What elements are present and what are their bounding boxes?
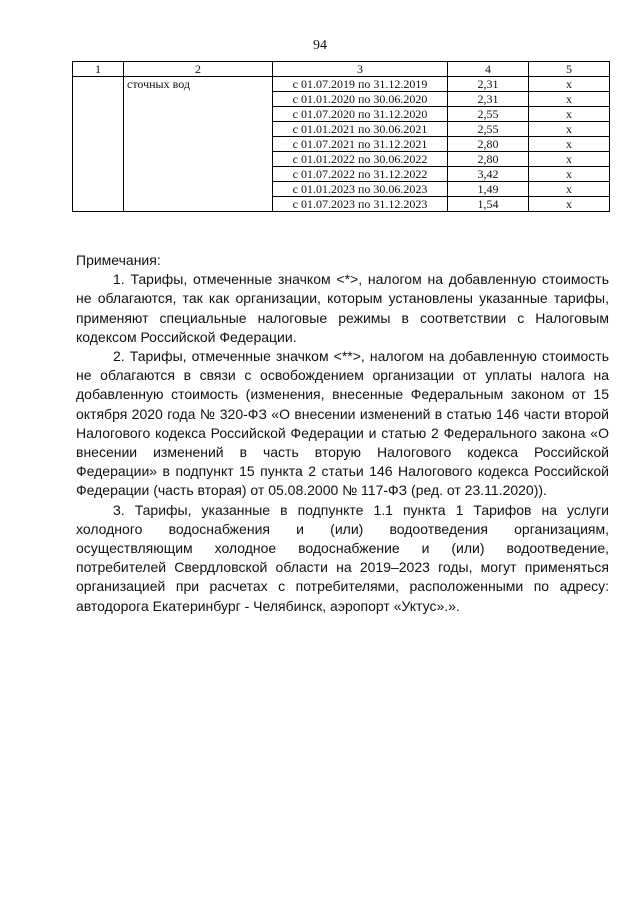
- vat-cell: х: [529, 182, 610, 197]
- rate-cell: 2,55: [448, 122, 529, 137]
- vat-cell: х: [529, 122, 610, 137]
- period-cell: с 01.07.2021 по 31.12.2021: [273, 137, 448, 152]
- vat-cell: х: [529, 107, 610, 122]
- table-header-cell: 4: [448, 62, 529, 77]
- tariff-table: [72, 61, 610, 212]
- table-header-row: [73, 62, 610, 77]
- service-name-cell: сточных вод: [124, 77, 273, 212]
- period-cell: с 01.07.2019 по 31.12.2019: [273, 77, 448, 92]
- rate-cell: 2,55: [448, 107, 529, 122]
- rate-cell: 3,42: [448, 167, 529, 182]
- rate-cell: 1,49: [448, 182, 529, 197]
- period-cell: с 01.07.2023 по 31.12.2023: [273, 197, 448, 212]
- rate-cell: 2,80: [448, 152, 529, 167]
- table-row: [73, 77, 610, 92]
- notes-heading: Примечания:: [76, 252, 161, 268]
- rate-cell: 1,54: [448, 197, 529, 212]
- period-cell: с 01.01.2023 по 30.06.2023: [273, 182, 448, 197]
- period-cell: с 01.07.2020 по 31.12.2020: [273, 107, 448, 122]
- vat-cell: х: [529, 197, 610, 212]
- vat-cell: х: [529, 77, 610, 92]
- table-header-cell: 3: [273, 62, 448, 77]
- period-cell: с 01.01.2020 по 30.06.2020: [273, 92, 448, 107]
- rate-cell: 2,31: [448, 92, 529, 107]
- period-cell: с 01.01.2022 по 30.06.2022: [273, 152, 448, 167]
- table-header-cell: 1: [73, 62, 124, 77]
- rate-cell: 2,80: [448, 137, 529, 152]
- vat-cell: х: [529, 137, 610, 152]
- notes-section: [76, 251, 609, 616]
- period-cell: с 01.07.2022 по 31.12.2022: [273, 167, 448, 182]
- note-item: 2. Тарифы, отмеченные значком <**>, налогом на добавленную стоимость не облагаются в связи с освобождением организации от уплаты налога на добавленную стоимость (изменения, внесенные Федеральным законом от 15 октября 2020 года № 320-ФЗ «О внесении изменений в статью 146 части второй Налогового кодекса Российской Федерации и статью 2 Федерального закона «О внесении изменений в часть вторую Налогового кодекса Российской Федерации» в подпункт 15 пункта 2 статьи 146 Налогового кодекса Российской Федерации (часть вторая) от 05.08.2000 № 117-ФЗ (ред. от 23.11.2020)).: [76, 348, 609, 499]
- table-header-cell: 2: [124, 62, 273, 77]
- period-cell: с 01.01.2021 по 30.06.2021: [273, 122, 448, 137]
- page-number: 94: [313, 38, 327, 53]
- note-item: 3. Тарифы, указанные в подпункте 1.1 пункта 1 Тарифов на услуги холодного водоснабжения и (или) водоотведения организациям, осуществляющим холодное водоснабжение и (или) водоотведение, потребителей Свердловской области на 2019–2023 годы, могут применяться организацией при расчетах с потребителями, расположенными по адресу: автодорога Екатеринбург - Челябинск, аэропорт «Уктус».».: [76, 501, 609, 614]
- vat-cell: х: [529, 167, 610, 182]
- row-number-cell: [73, 77, 124, 212]
- note-item: 1. Тарифы, отмеченные значком <*>, налогом на добавленную стоимость не облагаются, так как организации, которым установлены указанные тарифы, применяют специальные налоговые режимы в соответствии с Налоговым кодексом Российской Федерации.: [76, 271, 609, 345]
- vat-cell: х: [529, 152, 610, 167]
- vat-cell: х: [529, 92, 610, 107]
- rate-cell: 2,31: [448, 77, 529, 92]
- table-header-cell: 5: [529, 62, 610, 77]
